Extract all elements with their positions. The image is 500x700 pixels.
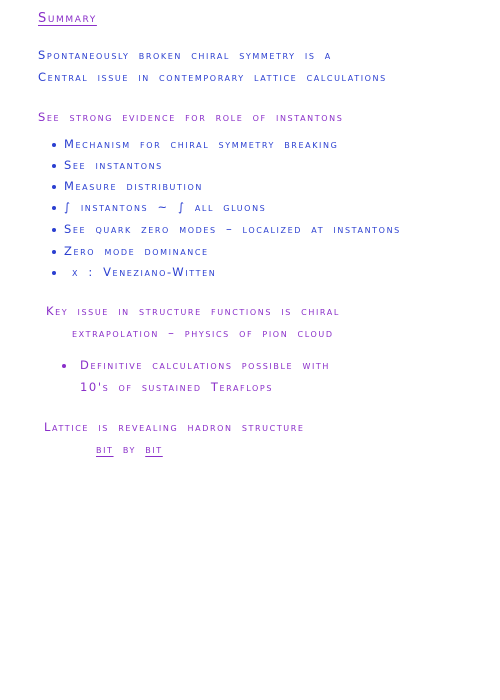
closing-by: by — [122, 442, 136, 456]
bullet-dot — [52, 143, 56, 147]
closing-bit-second: bit — [145, 442, 163, 456]
list-item: χ : Veneziano-Witten — [72, 265, 217, 279]
structure-line-1: Key issue in structure functions is chiral — [46, 304, 340, 318]
list-item: Mechanism for chiral symmetry breaking — [64, 137, 339, 151]
bullet-dot — [52, 250, 56, 254]
bullet-dot — [52, 164, 56, 168]
closing-line-1: Lattice is revealing hadron structure — [44, 420, 305, 434]
page-title: Summary — [38, 11, 97, 26]
closing-bit-first: bit — [96, 442, 114, 456]
list-item: See instantons — [64, 158, 163, 172]
list-item: ∫ instantons ~ ∫ all gluons — [64, 200, 267, 214]
bullet-dot — [52, 206, 56, 210]
list-item: Measure distribution — [64, 179, 203, 193]
intro-line-1: Spontaneously broken chiral symmetry is a — [38, 48, 332, 62]
bullet-dot — [62, 364, 66, 368]
bullet-dot — [52, 185, 56, 189]
evidence-heading: See strong evidence for role of instantons — [38, 110, 344, 124]
structure-bullet-line-1: Definitive calculations possible with — [80, 358, 331, 372]
bullet-dot — [52, 228, 56, 232]
bullet-dot — [52, 271, 56, 275]
closing-line-2 — [96, 442, 163, 456]
structure-bullet-line-2: 10's of sustained Teraflops — [80, 380, 274, 394]
intro-line-2: Central issue in contemporary lattice calculations — [38, 70, 387, 84]
list-item: Zero mode dominance — [64, 244, 209, 258]
structure-line-2: extrapolation – physics of pion cloud — [72, 326, 334, 340]
list-item: See quark zero modes – localized at instantons — [64, 222, 401, 236]
